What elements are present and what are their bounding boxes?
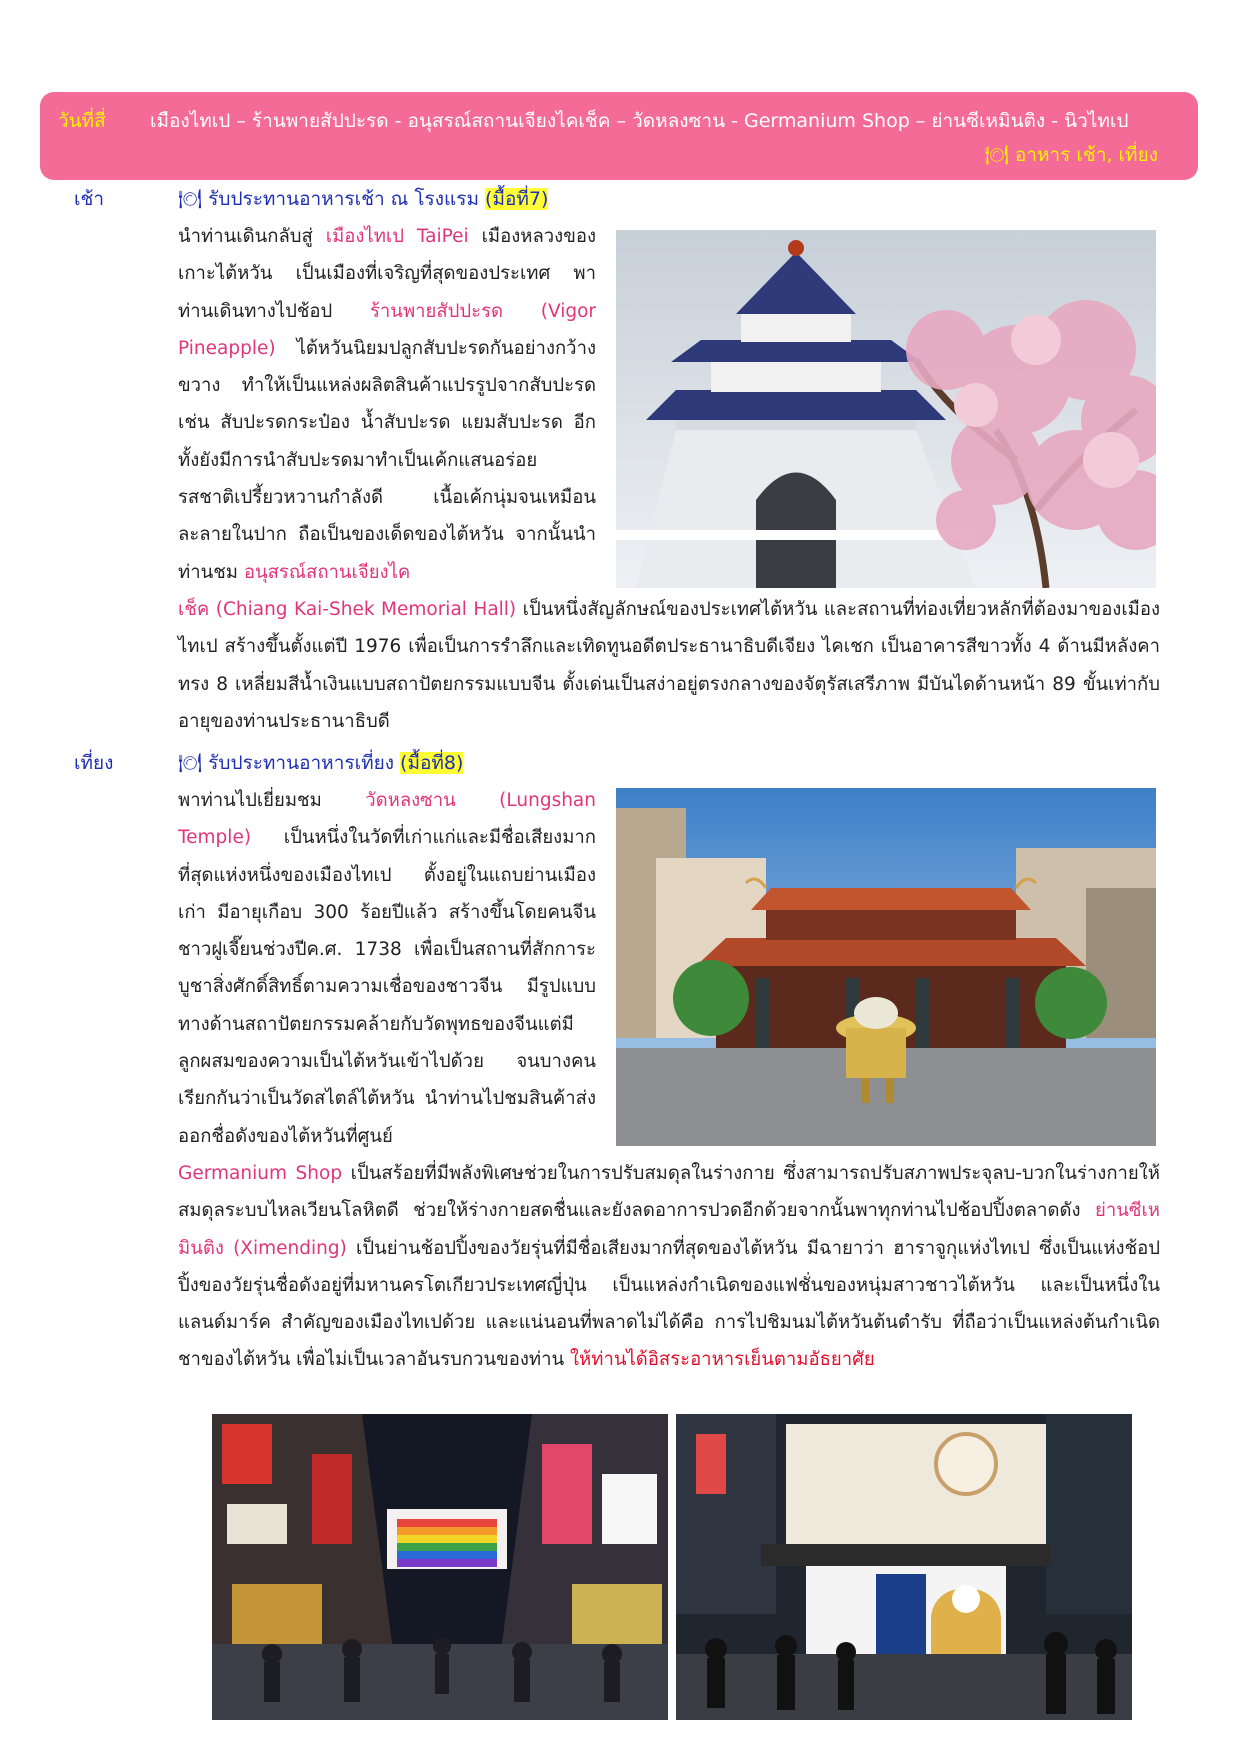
lunch-line: 🍽 รับประทานอาหารเที่ยง (มื้อที่8) bbox=[178, 752, 464, 774]
morning-label: เช้า bbox=[74, 188, 105, 210]
lungshan-temple-photo bbox=[616, 788, 1156, 1146]
morning-paragraph-full: เช็ค (Chiang Kai-Shek Memorial Hall) เป็นหนึ่งสัญลักษณ์ของประเทศไต้หวัน และสถานที่ท่องเที่ยวหลักที่ต้องมาของเมืองไทเป สร้างขึ้นตั้งแต่ปี 1976 เพื่อเป็นการรำลึกและเทิดทูนอดีตประธานาธิบดีเจียง ไคเชก เป็นอาคารสีขาวทั้ง 4 ด้านมีหลังคาทรง 8 เหลี่ยมสีน้ำเงินแบบสถาปัตยกรรมแบบจีน ตั้งเด่นเป็นสง่าอยู่ตรงกลางของจัตุรัสเสรีภาพ มีบันไดด้านหน้า 89 ขั้นเท่ากับอายุของท่านประธานาธิบดี bbox=[178, 599, 1160, 732]
route-title: เมืองไทเป – ร้านพายสัปปะรด - อนุสรณ์สถานเจียงไคเช็ค – วัดหลงซาน - Germanium Shop – ย่านซีเหมินติง - นิวไทเป bbox=[150, 110, 1129, 132]
morning-paragraph-wrapped: นำท่านเดินกลับสู่ เมืองไทเป TaiPei เมืองหลวงของเกาะไต้หวัน เป็นเมืองที่เจริญที่สุดของประเทศ พาท่านเดินทางไปช้อป ร้านพายสัปปะรด (Vigor Pineapple) ไต้หวันนิยมปลูกสับปะรดกันอย่างกว้างขวาง ทำให้เป็นแหล่งผลิตสินค้าแปรรูปจากสับปะรด เช่น สับปะรดกระป๋อง น้ำสับปะรด แยมสับปะรด อีกทั้งยังมีการนำสับปะรดมาทำเป็นเค้กแสนอร่อย รสชาติเปรี้ยวหวานกำลังดี เนื้อเค้กนุ่มจนเหมือนละลายในปาก ถือเป็นของเด็ดของไต้หวัน จากนั้นนำท่านชม อนุสรณ์สถานเจียงไค bbox=[178, 226, 597, 583]
day-header-banner bbox=[40, 92, 1198, 180]
ximending-street-photo bbox=[212, 1414, 668, 1720]
meal-number-badge: (มื้อที่8) bbox=[400, 752, 464, 774]
meal-icon: 🍽 bbox=[178, 188, 203, 210]
bubble-tea-shop-photo bbox=[676, 1414, 1132, 1720]
meal-number-badge: (มื้อที่7) bbox=[485, 188, 549, 210]
meal-icon: 🍽 bbox=[178, 752, 203, 774]
noon-paragraph-wrapped: พาท่านไปเยี่ยมชม วัดหลงซาน (Lungshan Temple) เป็นหนึ่งในวัดที่เก่าแก่และมีชื่อเสียงมากที่สุดแห่งหนึ่งของเมืองไทเป ตั้งอยู่ในแถบย่านเมืองเก่า มีอายุเกือบ 300 ร้อยปีแล้ว สร้างขึ้นโดยคนจีนชาวฝูเจี๊ยนช่วงปีค.ศ. 1738 เพื่อเป็นสถานที่สักการะบูชาสิ่งศักดิ์สิทธิ์ตามความเชื่อของชาวจีน มีรูปแบบทางด้านสถาปัตยกรรมคล้ายกับวัดพุทธของจีนแต่มีลูกผสมของความเป็นไต้หวันเข้าไปด้วย จนบางคนเรียกกันว่าเป็นวัดสไตล์ไต้หวัน นำท่านไปชมสินค้าส่งออกชื่อดังของไต้หวันที่ศูนย์ bbox=[178, 790, 596, 1147]
day-label: วันที่สี่ bbox=[58, 110, 106, 132]
meal-icon: 🍽 bbox=[984, 144, 1009, 166]
memorial-hall-photo bbox=[616, 230, 1156, 588]
breakfast-line: 🍽 รับประทานอาหารเช้า ณ โรงแรม (มื้อที่7) bbox=[178, 188, 549, 210]
noon-paragraph-full: Germanium Shop เป็นสร้อยที่มีพลังพิเศษช่วยในการปรับสมดุลในร่างกาย ซึ่งสามารถปรับสภาพประจุลบ-บวกในร่างกายให้สมดุลระบบไหลเวียนโลหิตดี ช่วยให้ร่างกายสดชื่นและยังลดอาการปวดอีกด้วยจากนั้นพาทุกท่านไปช้อปปิ้งตลาดดัง ย่านซีเหมินติง (Ximending) เป็นย่านช้อปปิ้งของวัยรุ่นที่มีชื่อเสียงมากที่สุดของไต้หวัน มีฉายาว่า ฮาราจูกุแห่งไทเป ซึ่งเป็นแห่งช้อปปิ้งของวัยรุ่นชื่อดังอยู่ที่มหานครโตเกียวประเทศญี่ปุ่น เป็นแหล่งกำเนิดของแฟชั่นของหนุ่มสาวชาวไต้หวัน และเป็นหนึ่งใน แลนด์มาร์ค สำคัญของเมืองไทเปด้วย และแน่นอนที่พลาดไม่ได้คือ การไปชิมนมไต้หวันต้นตำรับ ที่ถือว่าเป็นแหล่งต้นกำเนิดชาของไต้หวัน เพื่อไม่เป็นเวลาอันรบกวนของท่าน ให้ท่านได้อิสระอาหารเย็นตามอัธยาศัย bbox=[178, 1163, 1160, 1371]
meals-summary: 🍽 อาหาร เช้า, เที่ยง bbox=[984, 144, 1158, 166]
noon-label: เที่ยง bbox=[74, 752, 114, 774]
